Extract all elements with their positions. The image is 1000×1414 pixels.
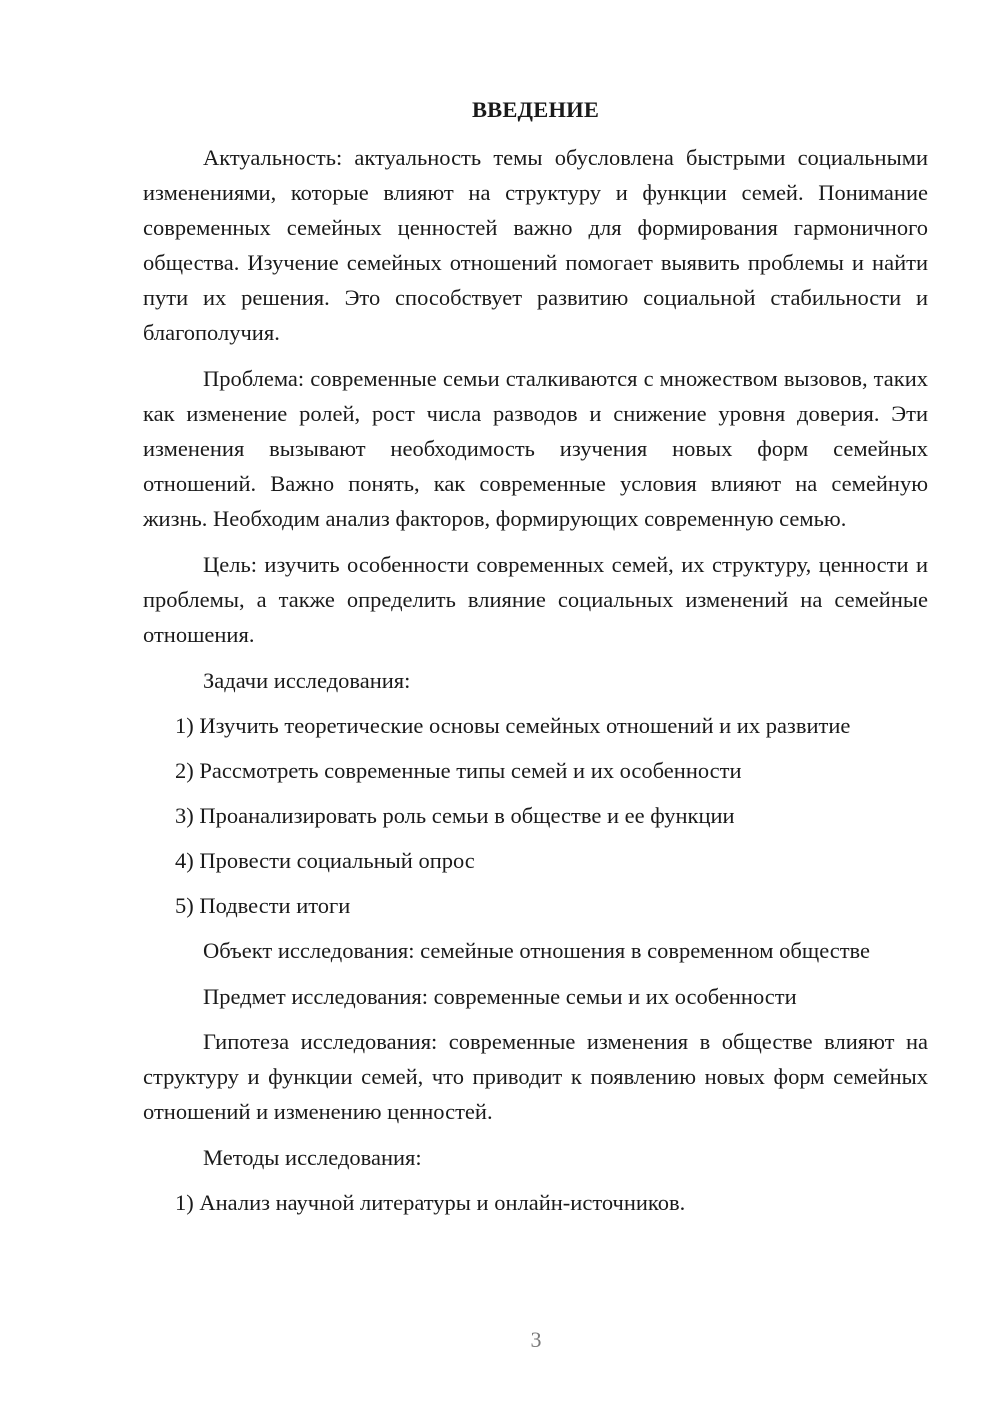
- object-paragraph: Объект исследования: семейные отношения в современном обществе: [203, 938, 871, 963]
- list-item: 3) Проанализировать роль семьи в обществе и ее функции: [175, 803, 735, 828]
- methods-heading: Методы исследования:: [203, 1145, 422, 1170]
- list-item: 1) Анализ научной литературы и онлайн-источников.: [175, 1190, 686, 1215]
- page-number: 3: [530, 1327, 542, 1352]
- problem-paragraph: Проблема: современные семьи сталкиваются с множеством вызовов, таких как изменение ролей, рост числа разводов и снижение уровня доверия. Эти изменения вызывают необходимость изучения новых форм семейных отношений. Важно понять, как современные условия влияют на семейную жизнь. Необходим анализ факторов, формирующих современную семью.: [143, 366, 928, 531]
- list-item: 5) Подвести итоги: [175, 893, 351, 918]
- tasks-list: [143, 708, 928, 923]
- page-title: ВВЕДЕНИЕ: [471, 97, 600, 122]
- goal-paragraph: Цель: изучить особенности современных семей, их структуру, ценности и проблемы, а также определить влияние социальных изменений на семейные отношения.: [143, 552, 928, 647]
- subject-paragraph: Предмет исследования: современные семьи и их особенности: [203, 984, 797, 1009]
- page-content: [143, 92, 928, 1230]
- list-item: 4) Провести социальный опрос: [175, 848, 475, 873]
- list-item: 2) Рассмотреть современные типы семей и их особенности: [175, 758, 742, 783]
- hypothesis-paragraph: Гипотеза исследования: современные изменения в обществе влияют на структуру и функции семей, что приводит к появлению новых форм семейных отношений и изменению ценностей.: [143, 1029, 928, 1124]
- tasks-heading: Задачи исследования:: [203, 668, 411, 693]
- methods-list: [143, 1185, 928, 1220]
- relevance-paragraph: Актуальность: актуальность темы обусловлена быстрыми социальными изменениями, которые влияют на структуру и функции семей. Понимание современных семейных ценностей важно для формирования гармоничного общества. Изучение семейных отношений помогает выявить проблемы и найти пути их решения. Это способствует развитию социальной стабильности и благополучия.: [143, 145, 928, 345]
- list-item: 1) Изучить теоретические основы семейных отношений и их развитие: [175, 713, 851, 738]
